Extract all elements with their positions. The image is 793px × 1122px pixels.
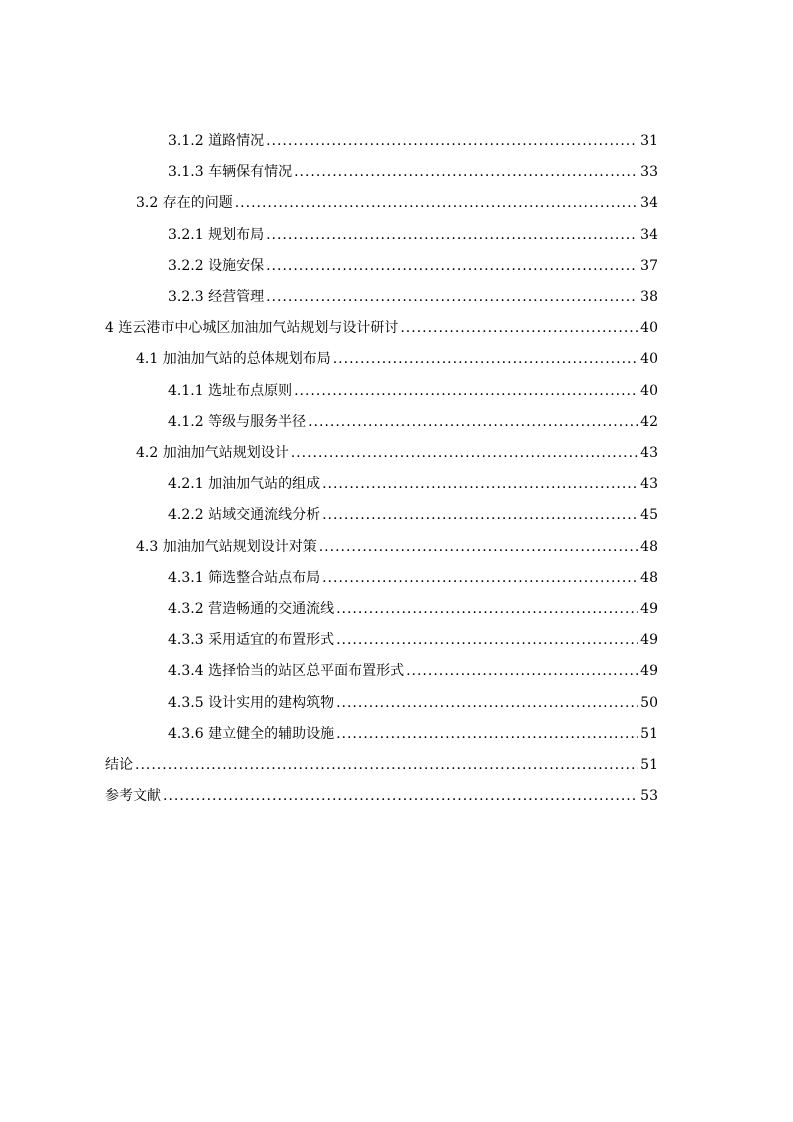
toc-entry-label: 3.2.3 经营管理: [168, 289, 265, 305]
toc-entry-page-number: 49: [640, 663, 658, 680]
toc-entry-page-number: 34: [640, 226, 658, 243]
toc-leader-dots: [322, 469, 638, 500]
toc-entry[interactable]: [136, 438, 658, 469]
toc-leader-dots: [294, 157, 638, 188]
toc-entry-label: 4.3.4 选择恰当的站区总平面布置形式: [168, 663, 405, 680]
toc-entry-page-number: 49: [640, 601, 658, 617]
toc-leader-dots: [163, 781, 638, 812]
toc-leader-dots: [266, 126, 638, 157]
toc-entry-label: 4.3.3 采用适宜的布置形式: [168, 632, 335, 649]
toc-entry-label: 4.3 加油加气站规划设计对策: [136, 538, 317, 555]
toc-entry-page-number: 38: [640, 289, 658, 305]
toc-entry-page-number: 40: [640, 382, 658, 399]
toc-entry[interactable]: [168, 500, 658, 531]
toc-entry-page-number: 31: [640, 133, 658, 149]
toc-entry-label: 4 连云港市中心城区加油加气站规划与设计研讨: [105, 320, 399, 337]
toc-entry-label: 3.1.3 车辆保有情况: [168, 164, 293, 181]
toc-entry-label: 4.1.1 选址布点原则: [168, 382, 293, 399]
toc-entry[interactable]: [168, 719, 658, 750]
toc-entry-page-number: 51: [640, 757, 658, 773]
toc-entry-page-number: 37: [640, 257, 658, 274]
toc-leader-dots: [266, 282, 638, 313]
toc-entry[interactable]: [168, 157, 658, 188]
toc-entry-label: 4.1 加油加气站的总体规划布局: [136, 351, 331, 368]
toc-entry[interactable]: [168, 625, 658, 656]
toc-entry-page-number: 43: [640, 445, 658, 461]
toc-leader-dots: [336, 594, 638, 625]
toc-leader-dots: [322, 500, 638, 531]
toc-entry-label: 3.2.1 规划布局: [168, 226, 265, 243]
toc-entry[interactable]: [136, 532, 658, 563]
toc-entry[interactable]: [105, 781, 658, 812]
toc-entry-label: 4.3.5 设计实用的建构筑物: [168, 694, 335, 711]
toc-entry[interactable]: [105, 750, 658, 781]
toc-leader-dots: [266, 220, 638, 251]
toc-leader-dots: [406, 656, 638, 687]
toc-entry-label: 4.3.6 建立健全的辅助设施: [168, 725, 335, 742]
toc-entry[interactable]: [168, 469, 658, 500]
toc-leader-dots: [135, 750, 638, 781]
toc-entry[interactable]: [168, 594, 658, 625]
toc-entry-page-number: 34: [640, 195, 658, 212]
toc-entry-label: 4.3.1 筛选整合站点布局: [168, 569, 321, 586]
toc-entry[interactable]: [136, 188, 658, 219]
toc-leader-dots: [336, 688, 638, 719]
toc-entry-page-number: 33: [640, 164, 658, 181]
toc-entry[interactable]: [168, 251, 658, 282]
toc-leader-dots: [266, 251, 638, 282]
toc-leader-dots: [291, 438, 638, 469]
toc-leader-dots: [322, 563, 638, 594]
toc-entry[interactable]: [168, 563, 658, 594]
toc-leader-dots: [235, 188, 638, 219]
toc-entry-label: 3.2 存在的问题: [136, 195, 233, 212]
toc-entry-label: 4.3.2 营造畅通的交通流线: [168, 601, 335, 617]
toc-entry[interactable]: [168, 688, 658, 719]
toc-leader-dots: [294, 376, 638, 407]
toc-entry-page-number: 43: [640, 476, 658, 493]
toc-entry-page-number: 53: [640, 788, 658, 805]
toc-entry-page-number: 40: [640, 320, 658, 337]
toc-entry[interactable]: [168, 282, 658, 313]
toc-entry-page-number: 45: [640, 507, 658, 524]
toc-entry-label: 3.1.2 道路情况: [168, 133, 265, 149]
toc-entry-label: 3.2.2 设施安保: [168, 257, 265, 274]
toc-entry-label: 结论: [105, 757, 133, 773]
toc-leader-dots: [333, 344, 638, 375]
toc-entry[interactable]: [105, 313, 658, 344]
toc-entry-page-number: 42: [640, 413, 658, 430]
toc-leader-dots: [319, 532, 638, 563]
toc-entry-page-number: 40: [640, 351, 658, 368]
toc-entry-page-number: 51: [640, 725, 658, 742]
toc-entry[interactable]: [168, 126, 658, 157]
toc-entry[interactable]: [168, 407, 658, 438]
toc-entry[interactable]: [168, 220, 658, 251]
toc-entry-label: 4.1.2 等级与服务半径: [168, 413, 307, 430]
toc-entry-page-number: 49: [640, 632, 658, 649]
toc-leader-dots: [336, 625, 638, 656]
toc-entry-page-number: 50: [640, 694, 658, 711]
toc-entry[interactable]: [168, 376, 658, 407]
toc-entry[interactable]: [136, 344, 658, 375]
toc-leader-dots: [308, 407, 638, 438]
toc-leader-dots: [336, 719, 638, 750]
toc-entry-page-number: 48: [640, 538, 658, 555]
toc-leader-dots: [400, 313, 638, 344]
toc-entry-label: 4.2 加油加气站规划设计: [136, 445, 289, 461]
toc-entry-page-number: 48: [640, 569, 658, 586]
toc-entry-label: 参考文献: [105, 788, 161, 805]
toc-entry-label: 4.2.2 站域交通流线分析: [168, 507, 321, 524]
toc-entry-label: 4.2.1 加油加气站的组成: [168, 476, 321, 493]
toc-entry[interactable]: [168, 656, 658, 687]
